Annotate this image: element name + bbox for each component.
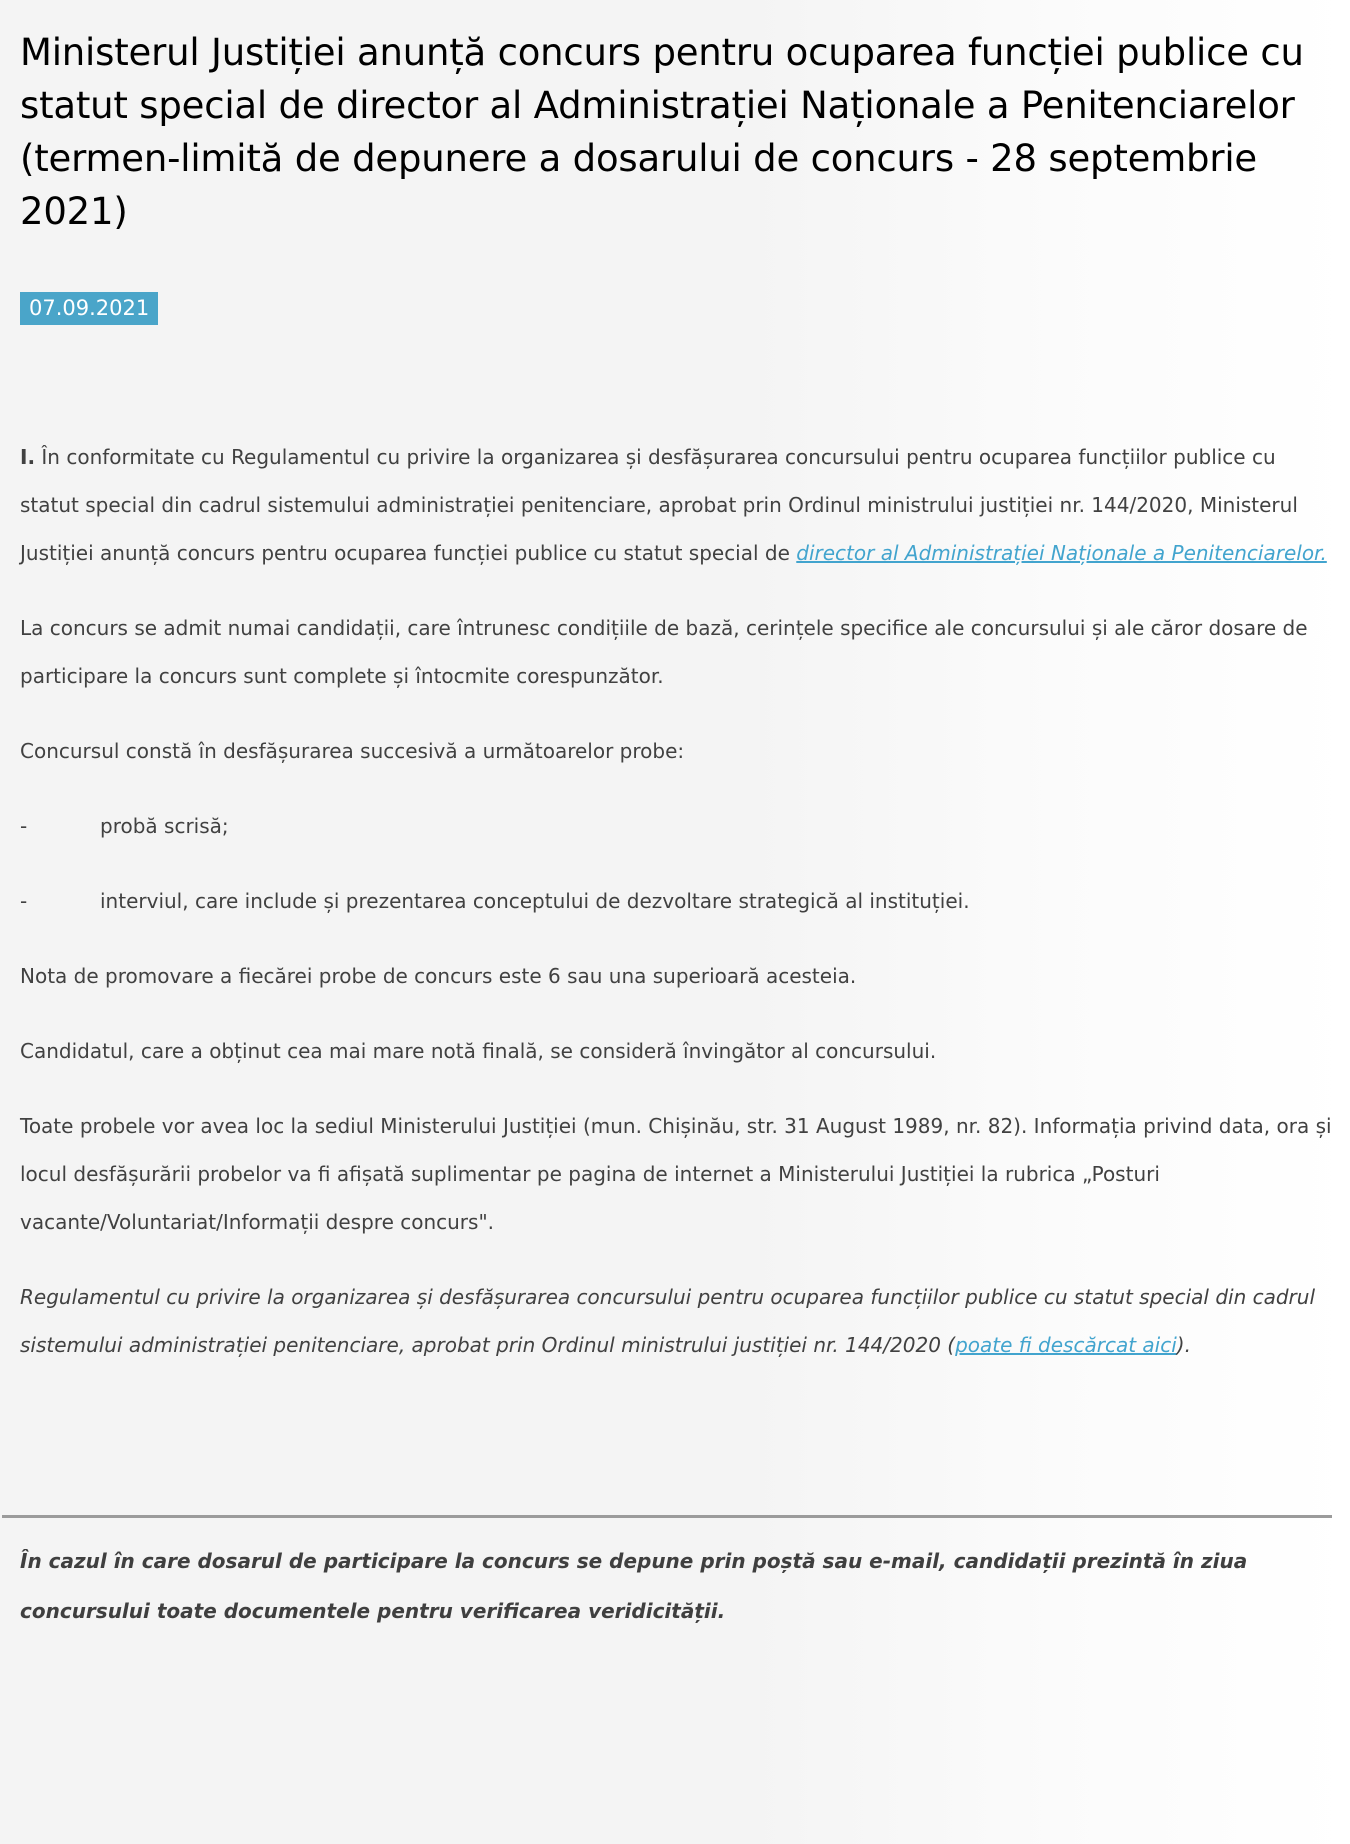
paragraph-admission-conditions: La concurs se admit numai candidații, care întrunesc condițiile de bază, cerințele specifice ale concursului și ale căror dosare de participare la concurs sunt complete și întocmite corespunzător. <box>20 616 1308 688</box>
section-number: I. <box>20 445 36 469</box>
list-marker: - <box>20 814 28 838</box>
paragraph-passing-grade: Nota de promovare a fiecărei probe de concurs este 6 sau una superioară acesteia. <box>20 964 857 988</box>
paragraph-regulation-download-text: Regulamentul cu privire la organizarea și desfășurarea concursului pentru ocuparea funcțiilor publice cu statut special din cadrul sistemului administrației penitenciare, aprobat prin Ordinul ministrului justiției nr. 144/2020 ( <box>20 1285 1315 1357</box>
footer-note: În cazul în care dosarul de participare la concurs se depune prin poștă sau e-mail, candidații prezintă în ziua concursului toate documentele pentru verificarea veridicității. <box>20 1549 1248 1623</box>
paragraph-regulation-intro <box>20 433 1332 577</box>
date-badge-row <box>20 292 1332 325</box>
list-marker: - <box>20 889 28 913</box>
page-title: Ministerul Justiției anunță concurs pentru ocuparea funcției publice cu statut special de director al Administrației Naționale a Penitenciarelor (termen-limită de depunere a dosarului de concurs - 28 septembrie 2021) <box>20 31 1304 233</box>
list-item-interview-text: interviul, care include și prezentarea conceptului de dezvoltare strategică al instituției. <box>100 889 970 913</box>
section-divider <box>2 1515 1332 1518</box>
paragraph-regulation-download-suffix: ). <box>1176 1333 1191 1357</box>
paragraph-regulation-intro-text: În conformitate cu Regulamentul cu privire la organizarea și desfășurarea concursului pentru ocuparea funcțiilor publice cu statut special din cadrul sistemului administrației penitenciare, aprobat prin Ordinul ministrului justiției nr. 144/2020, Ministerul Justiției anunță concurs pentru ocuparea funcției publice cu statut special de <box>20 445 1298 565</box>
director-position-link[interactable]: director al Administrației Naționale a Penitenciarelor. <box>796 541 1327 565</box>
paragraph-location-info: Toate probele vor avea loc la sediul Ministerului Justiției (mun. Chișinău, str. 31 August 1989, nr. 82). Informația privind data, ora și locul desfășurării probelor va fi afișată suplimentar pe pagina de internet a Ministerului Justiției la rubrica „Posturi vacante/Voluntariat/Informații despre concurs". <box>20 1114 1332 1234</box>
download-regulation-link[interactable]: poate fi descărcat aici <box>955 1333 1177 1357</box>
list-item-written-test-text: probă scrisă; <box>100 814 229 838</box>
date-badge: 07.09.2021 <box>20 292 158 325</box>
list-item-interview <box>20 877 1332 925</box>
paragraph-regulation-download <box>20 1273 1332 1369</box>
paragraph-winner: Candidatul, care a obținut cea mai mare notă finală, se consideră învingător al concursului. <box>20 1039 937 1063</box>
paragraph-contest-stages: Concursul constă în desfășurarea succesivă a următoarelor probe: <box>20 739 685 763</box>
list-item-written-test <box>20 802 1332 850</box>
